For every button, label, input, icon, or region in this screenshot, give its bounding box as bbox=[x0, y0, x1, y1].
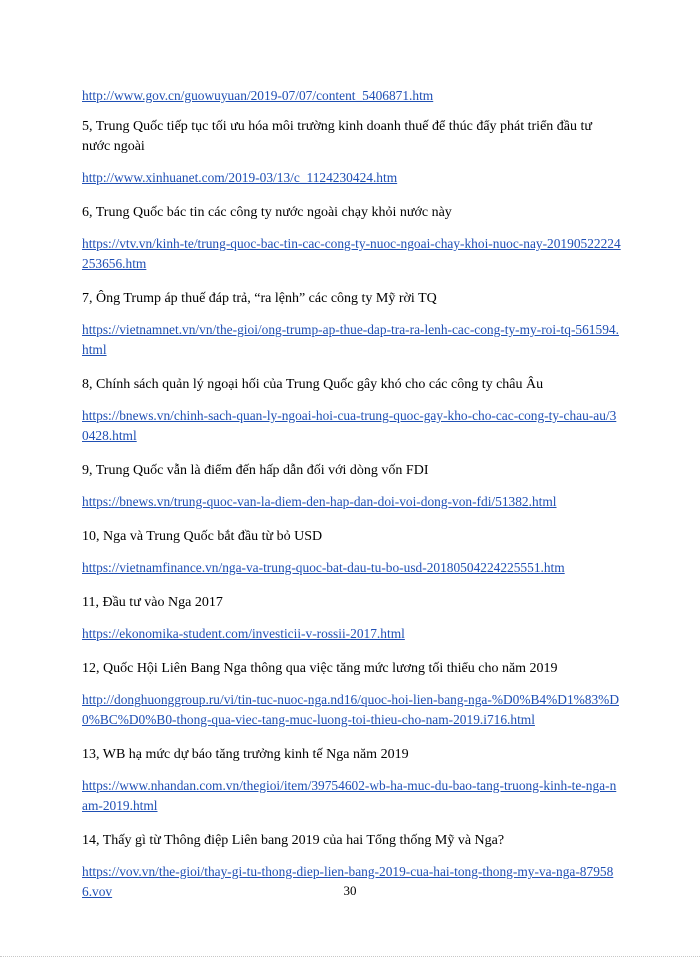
reference-link-14[interactable]: https://vov.vn/the-gioi/thay-gi-tu-thong-diep-lien-bang-2019-cua-hai-tong-thong-my-va-nga-879586.vov bbox=[82, 864, 614, 899]
spacer bbox=[82, 851, 622, 862]
reference-title-6: 6, Trung Quốc bác tin các công ty nước ngoài chạy khỏi nước này bbox=[82, 205, 452, 220]
reference-link-8[interactable]: https://bnews.vn/chinh-sach-quan-ly-ngoai-hoi-cua-trung-quoc-gay-kho-cho-cac-cong-ty-chau-au/30428.html bbox=[82, 408, 617, 443]
reference-link-9[interactable]: https://bnews.vn/trung-quoc-van-la-diem-den-hap-dan-doi-voi-dong-von-fdi/51382.html bbox=[82, 494, 557, 509]
reference-title-7: 7, Ông Trump áp thuế đáp trả, “ra lệnh” các công ty Mỹ rời TQ bbox=[82, 291, 437, 306]
spacer bbox=[82, 730, 622, 745]
spacer bbox=[82, 223, 622, 234]
reference-title-12: 12, Quốc Hội Liên Bang Nga thông qua việc tăng mức lương tối thiểu cho năm 2019 bbox=[82, 661, 558, 676]
spacer bbox=[82, 481, 622, 492]
spacer bbox=[82, 816, 622, 831]
spacer bbox=[82, 395, 622, 406]
reference-title-9: 9, Trung Quốc vẫn là điểm đến hấp dẫn đối với dòng vốn FDI bbox=[82, 463, 429, 478]
spacer bbox=[82, 613, 622, 624]
spacer bbox=[82, 644, 622, 659]
spacer bbox=[82, 274, 622, 289]
reference-title-10: 10, Nga và Trung Quốc bắt đầu từ bỏ USD bbox=[82, 529, 323, 544]
reference-link-6[interactable]: https://vtv.vn/kinh-te/trung-quoc-bac-tin-cac-cong-ty-nuoc-ngoai-chay-khoi-nuoc-nay-20190522224253656.htm bbox=[82, 236, 621, 271]
reference-title-5: 5, Trung Quốc tiếp tục tối ưu hóa môi trường kinh doanh thuế để thúc đẩy phát triển đầu tư nước ngoài bbox=[82, 119, 592, 154]
reference-link-13[interactable]: https://www.nhandan.com.vn/thegioi/item/39754602-wb-ha-muc-du-bao-tang-truong-kinh-te-nga-nam-2019.html bbox=[82, 778, 617, 813]
spacer bbox=[82, 765, 622, 776]
reference-link-5[interactable]: http://www.xinhuanet.com/2019-03/13/c_1124230424.htm bbox=[82, 170, 398, 185]
reference-link-12[interactable]: http://donghuonggroup.ru/vi/tin-tuc-nuoc-nga.nd16/quoc-hoi-lien-bang-nga-%D0%B4%D1%83%D0%BC%D0%B0-thong-qua-viec-tang-muc-luong-toi-thieu-cho-nam-2019.i716.html bbox=[82, 692, 620, 727]
spacer bbox=[82, 157, 622, 168]
spacer bbox=[82, 309, 622, 320]
reference-link-11[interactable]: https://ekonomika-student.com/investicii-v-rossii-2017.html bbox=[82, 626, 405, 641]
reference-link-4[interactable]: http://www.gov.cn/guowuyuan/2019-07/07/content_5406871.htm bbox=[82, 88, 434, 103]
spacer bbox=[82, 360, 622, 375]
reference-link-7[interactable]: https://vietnamnet.vn/vn/the-gioi/ong-trump-ap-thue-dap-tra-ra-lenh-cac-cong-ty-my-roi-tq-561594.html bbox=[82, 322, 619, 357]
spacer bbox=[82, 106, 622, 117]
spacer bbox=[82, 512, 622, 527]
page-number: 30 bbox=[343, 883, 357, 898]
spacer bbox=[82, 188, 622, 203]
reference-title-8: 8, Chính sách quản lý ngoại hối của Trung Quốc gây khó cho các công ty châu Âu bbox=[82, 377, 544, 392]
spacer bbox=[82, 679, 622, 690]
spacer bbox=[82, 446, 622, 461]
reference-link-10[interactable]: https://vietnamfinance.vn/nga-va-trung-quoc-bat-dau-tu-bo-usd-20180504224225551.htm bbox=[82, 560, 565, 575]
page-bottom-divider bbox=[0, 956, 700, 957]
spacer bbox=[82, 578, 622, 593]
spacer bbox=[82, 547, 622, 558]
reference-title-13: 13, WB hạ mức dự báo tăng trưởng kinh tế Nga năm 2019 bbox=[82, 747, 409, 762]
reference-list bbox=[82, 86, 622, 902]
reference-title-14: 14, Thấy gì từ Thông điệp Liên bang 2019 của hai Tổng thống Mỹ và Nga? bbox=[82, 833, 505, 848]
reference-title-11: 11, Đầu tư vào Nga 2017 bbox=[82, 595, 223, 610]
